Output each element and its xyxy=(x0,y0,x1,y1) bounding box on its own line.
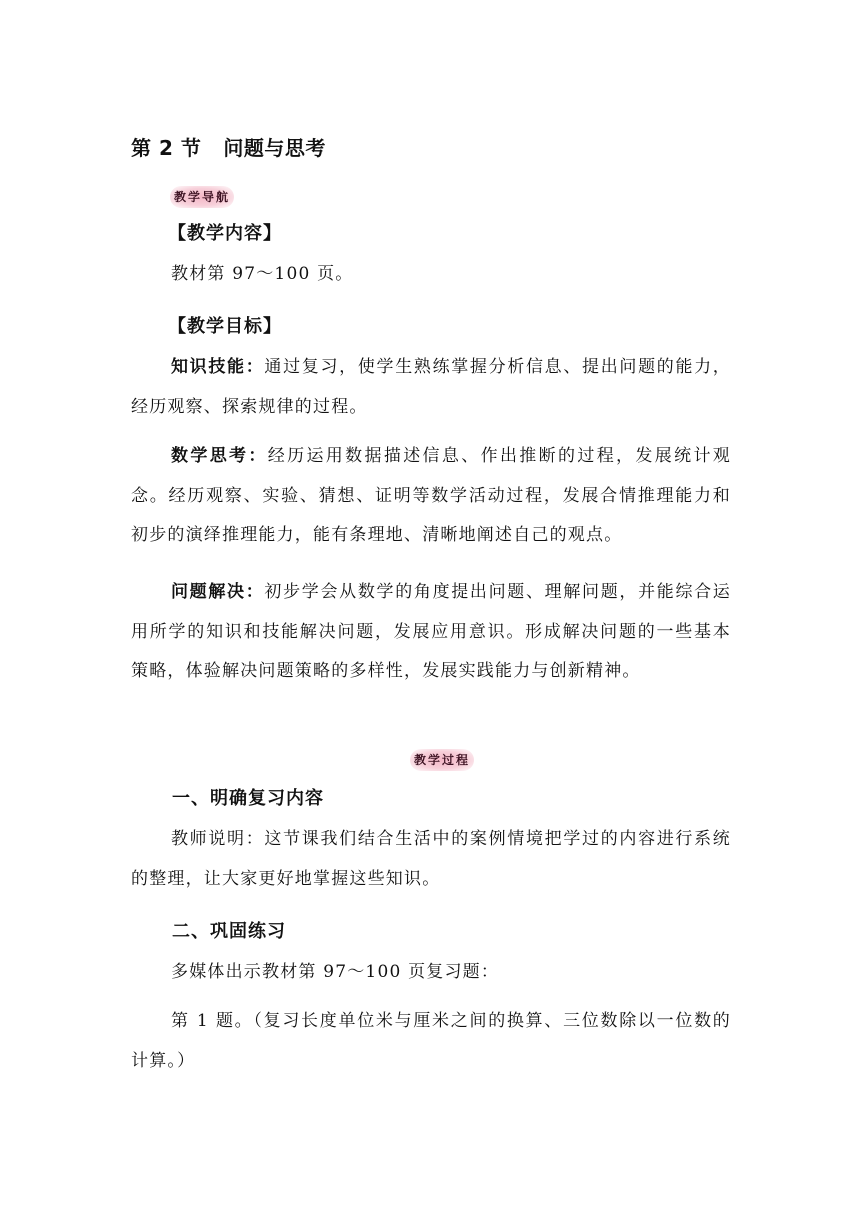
goal-knowledge xyxy=(131,348,731,427)
goal-thinking xyxy=(131,437,731,556)
step1-text: 教师说明：这节课我们结合生活中的案例情境把学过的内容进行系统的整理，让大家更好地掌握这些知识。 xyxy=(131,829,731,889)
goal-knowledge-label: 知识技能： xyxy=(171,357,265,377)
section-title xyxy=(131,132,326,161)
goal-thinking-text: 经历运用数据描述信息、作出推断的过程，发展统计观念。经历观察、实验、猜想、证明等数学活动过程，发展合情推理能力和初步的演绎推理能力，能有条理地、清晰地阐述自己的观点。 xyxy=(131,446,731,545)
step2-question1: 第 1 题。（复习长度单位米与厘米之间的换算、三位数除以一位数的计算。） xyxy=(131,1011,731,1071)
goal-thinking-label: 数学思考： xyxy=(171,446,268,466)
teaching-guide-badge: 教学导航 xyxy=(170,186,234,208)
step2-heading: 二、巩固练习 xyxy=(172,921,286,942)
goal-solving-text: 初步学会从数学的角度提出问题、理解问题，并能综合运用所学的知识和技能解决问题，发展应用意识。形成解决问题的一些基本策略，体验解决问题策略的多样性，发展实践能力与创新精神。 xyxy=(131,582,732,681)
goal-solving-label: 问题解决： xyxy=(171,582,265,602)
content-heading: 【教学内容】 xyxy=(168,223,282,244)
step1-heading: 一、明确复习内容 xyxy=(172,788,324,809)
step2-intro: 多媒体出示教材第 97～100 页复习题： xyxy=(171,962,500,982)
goal-solving xyxy=(131,573,731,692)
content-text: 教材第 97～100 页。 xyxy=(171,264,354,284)
teaching-process-badge: 教学过程 xyxy=(410,749,474,771)
goal-knowledge-text: 通过复习，使学生熟练掌握分析信息、提出问题的能力，经历观察、探索规律的过程。 xyxy=(131,357,732,417)
goals-heading: 【教学目标】 xyxy=(168,316,282,337)
section-number: 第 2 节 xyxy=(131,136,202,160)
section-name: 问题与思考 xyxy=(223,136,326,160)
